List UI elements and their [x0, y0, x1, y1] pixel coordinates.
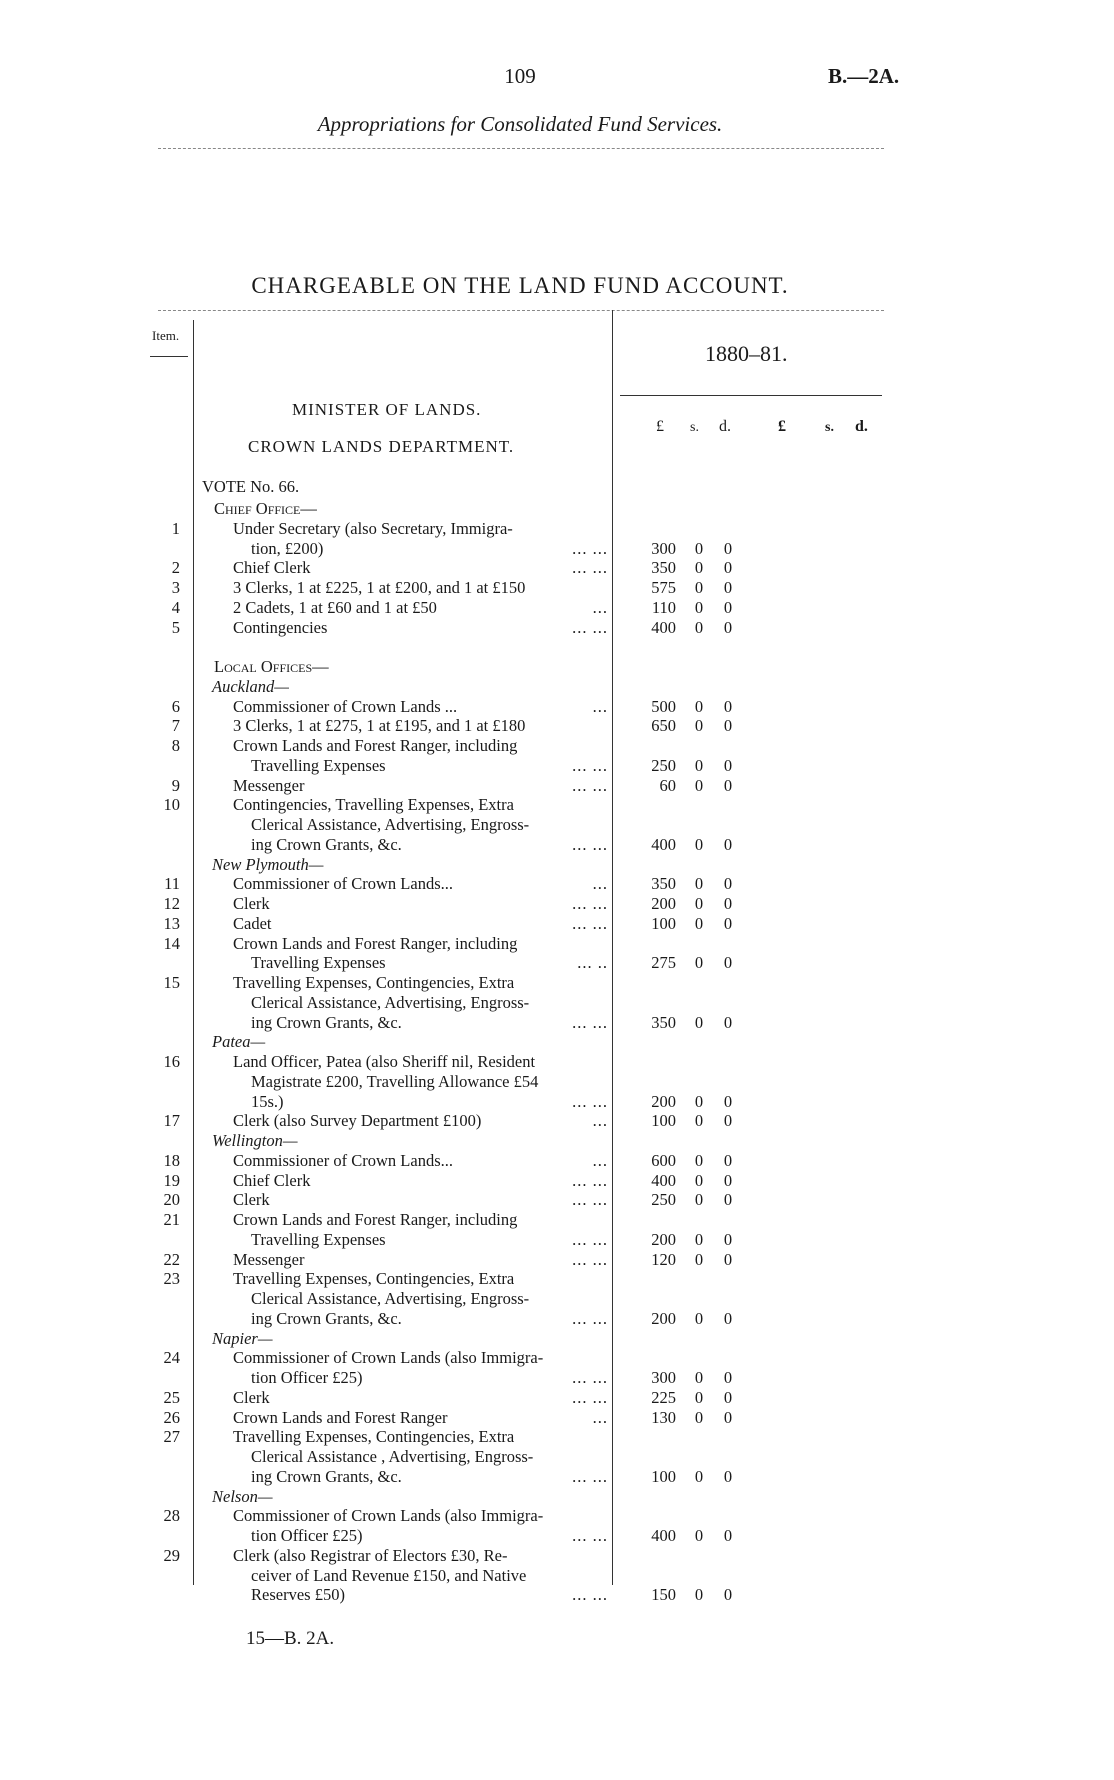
- amount-pence: 0: [723, 578, 733, 597]
- line-item: [0, 736, 1114, 756]
- line-item: [0, 1309, 1114, 1329]
- line-item: [0, 539, 1114, 559]
- leader-dots: ... ...: [572, 1585, 608, 1605]
- line-item: [0, 1111, 1114, 1131]
- item-number: 19: [163, 1170, 180, 1190]
- line-text: 2 Cadets, 1 at £60 and 1 at £50: [233, 597, 437, 617]
- amount-pounds: 400: [651, 1170, 676, 1190]
- running-title: Appropriations for Consolidated Fund Services.: [317, 112, 723, 136]
- amount-shillings: 0: [694, 834, 704, 854]
- amount-shillings: 0: [694, 1585, 704, 1605]
- line-text: 15s.): [251, 1091, 284, 1111]
- leader-dots: ... ...: [572, 1170, 608, 1190]
- line-text: 3 Clerks, 1 at £225, 1 at £200, and 1 at £150: [233, 578, 526, 597]
- leader-dots: ... ...: [572, 1091, 608, 1111]
- amount-pence: 0: [723, 1387, 733, 1407]
- item-number: 22: [163, 1249, 180, 1269]
- amount-pounds: 350: [651, 874, 676, 894]
- shillings-header-total: s.: [825, 420, 834, 435]
- leader-dots: ... ...: [572, 894, 608, 913]
- leader-dots: ...: [592, 597, 608, 617]
- amount-pounds: 200: [651, 1308, 676, 1328]
- line-item: [0, 1171, 1114, 1191]
- amount-shillings: 0: [694, 597, 704, 617]
- line-text: Commissioner of Crown Lands...: [233, 874, 453, 894]
- line-item: [0, 1368, 1114, 1388]
- pence-header-total: d.: [855, 418, 868, 435]
- line-item: [0, 1190, 1114, 1210]
- line-text: Contingencies, Travelling Expenses, Extra: [233, 795, 514, 815]
- amount-shillings: 0: [694, 538, 704, 558]
- line-text: Local Offices—: [214, 657, 329, 676]
- item-number: 15: [163, 973, 180, 992]
- amount-pounds: 150: [651, 1585, 676, 1605]
- amount-shillings: 0: [694, 953, 704, 973]
- line-item: [0, 934, 1114, 954]
- amount-pence: 0: [723, 1368, 733, 1387]
- line-text: Travelling Expenses: [251, 953, 386, 973]
- line-text: Auckland—: [212, 676, 289, 696]
- leader-dots: ... ...: [572, 1308, 608, 1328]
- amount-shillings: 0: [694, 1190, 704, 1210]
- amount-shillings: 0: [694, 1368, 704, 1387]
- line-text: Crown Lands and Forest Ranger, including: [233, 933, 518, 953]
- line-text: Travelling Expenses, Contingencies, Extra: [233, 973, 515, 992]
- line-item: [0, 776, 1114, 796]
- amount-pence: 0: [723, 1466, 733, 1486]
- amount-shillings: 0: [694, 894, 704, 913]
- line-text: Clerk: [233, 894, 270, 913]
- line-text: Crown Lands and Forest Ranger: [233, 1407, 448, 1427]
- line-text: Chief Clerk: [233, 1170, 311, 1190]
- amount-shillings: 0: [694, 874, 704, 894]
- amount-pence: 0: [723, 1407, 733, 1427]
- blank-row: [0, 637, 1114, 657]
- amount-pence: 0: [723, 1229, 733, 1249]
- amount-shillings: 0: [694, 1407, 704, 1427]
- line-item: [0, 1013, 1114, 1033]
- amount-pounds: 200: [651, 1091, 676, 1111]
- leader-dots: ... ..: [577, 953, 608, 973]
- amount-pence: 0: [723, 1111, 733, 1131]
- item-number: 23: [163, 1269, 180, 1289]
- line-item: [0, 815, 1114, 835]
- pounds-header-total: £: [778, 418, 786, 435]
- line-item: [0, 1072, 1114, 1092]
- line-text: Cadet: [233, 913, 272, 933]
- line-item: [0, 1348, 1114, 1368]
- leader-dots: ... ...: [572, 1387, 608, 1407]
- amount-pence: 0: [723, 1585, 733, 1605]
- place-label: [0, 1032, 1114, 1052]
- amount-pence: 0: [723, 1170, 733, 1190]
- amount-pence: 0: [723, 1190, 733, 1210]
- item-number: 3: [171, 578, 180, 597]
- amount-pounds: 200: [651, 1229, 676, 1249]
- line-text: Clerical Assistance , Advertising, Engross-: [251, 1447, 534, 1466]
- line-item: [0, 1269, 1114, 1289]
- year-label: 1880–81.: [705, 341, 788, 366]
- shillings-header: s.: [690, 420, 699, 435]
- amount-shillings: 0: [694, 578, 704, 597]
- amount-pounds: 200: [651, 894, 676, 913]
- line-text: tion, £200): [251, 538, 324, 558]
- amount-pounds: 275: [651, 953, 676, 973]
- line-item: [0, 894, 1114, 914]
- amount-pence: 0: [723, 597, 733, 617]
- leader-dots: ... ...: [572, 1526, 608, 1545]
- line-text: Napier—: [212, 1328, 273, 1348]
- line-text: ing Crown Grants, &c.: [251, 834, 402, 854]
- item-number: 1: [171, 518, 180, 538]
- amount-pounds: 575: [651, 578, 676, 597]
- line-item: [0, 519, 1114, 539]
- line-item: [0, 1546, 1114, 1566]
- amount-shillings: 0: [694, 617, 704, 637]
- line-text: Travelling Expenses: [251, 755, 386, 775]
- line-item: [0, 1526, 1114, 1546]
- line-item: [0, 1210, 1114, 1230]
- line-text: Clerical Assistance, Advertising, Engross-: [251, 992, 530, 1012]
- line-text: Messenger: [233, 775, 305, 795]
- line-item: [0, 1230, 1114, 1250]
- section-label: [0, 499, 1114, 519]
- line-text: New Plymouth—: [212, 854, 324, 874]
- item-number: 13: [163, 913, 180, 933]
- line-text: Commissioner of Crown Lands ...: [233, 696, 458, 716]
- amount-shillings: 0: [694, 1091, 704, 1111]
- leader-dots: ... ...: [572, 775, 608, 795]
- item-number: 25: [163, 1387, 180, 1407]
- line-item: [0, 914, 1114, 934]
- amount-pounds: 400: [651, 1526, 676, 1545]
- leader-dots: ...: [592, 874, 608, 894]
- line-text: Reserves £50): [251, 1585, 345, 1605]
- item-number: 26: [163, 1407, 180, 1427]
- line-text: Commissioner of Crown Lands (also Immigra-: [233, 1506, 544, 1526]
- line-text: Clerk: [233, 1387, 270, 1407]
- amount-pence: 0: [723, 755, 733, 775]
- leader-dots: ... ...: [572, 617, 608, 637]
- amount-pence: 0: [723, 834, 733, 854]
- line-item: [0, 756, 1114, 776]
- amount-shillings: 0: [694, 1111, 704, 1131]
- line-text: Patea—: [212, 1032, 266, 1052]
- line-item: [0, 1408, 1114, 1428]
- section-label: [0, 657, 1114, 677]
- amount-pounds: 110: [651, 597, 676, 617]
- heading-rule: [158, 310, 884, 311]
- amount-pence: 0: [723, 1526, 733, 1545]
- amount-shillings: 0: [694, 1012, 704, 1032]
- amount-pounds: 100: [651, 1111, 676, 1131]
- amount-shillings: 0: [694, 558, 704, 578]
- amount-pence: 0: [723, 696, 733, 716]
- line-text: Under Secretary (also Secretary, Immigra-: [233, 518, 513, 538]
- leader-dots: ...: [592, 1150, 608, 1170]
- item-number: 16: [163, 1052, 180, 1071]
- item-number: 10: [163, 795, 180, 815]
- item-number: 11: [164, 874, 180, 894]
- leader-dots: ...: [592, 1407, 608, 1427]
- line-text: Crown Lands and Forest Ranger, including: [233, 736, 518, 755]
- line-text: ing Crown Grants, &c.: [251, 1466, 402, 1486]
- year-header-rule: [620, 395, 882, 396]
- item-number: 12: [163, 894, 180, 913]
- place-label: [0, 677, 1114, 697]
- line-text: Travelling Expenses, Contingencies, Extra: [233, 1427, 515, 1447]
- line-text: Clerk (also Registrar of Electors £30, Re-: [233, 1545, 508, 1565]
- amount-pounds: 250: [651, 755, 676, 775]
- leader-dots: ... ...: [572, 1012, 608, 1032]
- line-text: tion Officer £25): [251, 1368, 363, 1387]
- place-label: [0, 1131, 1114, 1151]
- line-text: 3 Clerks, 1 at £275, 1 at £195, and 1 at £180: [233, 716, 526, 736]
- amount-pounds: 100: [651, 913, 676, 933]
- leader-dots: ... ...: [572, 1229, 608, 1249]
- line-item: [0, 1447, 1114, 1467]
- line-text: Clerical Assistance, Advertising, Engross-: [251, 815, 530, 834]
- line-item: [0, 1506, 1114, 1526]
- item-number: 20: [163, 1190, 180, 1210]
- line-text: ing Crown Grants, &c.: [251, 1308, 402, 1328]
- line-text: Clerical Assistance, Advertising, Engross-: [251, 1289, 530, 1308]
- leader-dots: ...: [592, 696, 608, 716]
- line-text: Travelling Expenses: [251, 1229, 386, 1249]
- leader-dots: ... ...: [572, 1249, 608, 1269]
- item-number: 6: [171, 696, 180, 716]
- line-item: [0, 1250, 1114, 1270]
- amount-pounds: 300: [651, 538, 676, 558]
- item-number: 21: [163, 1210, 180, 1229]
- line-text: Clerk (also Survey Department £100): [233, 1111, 482, 1131]
- leader-dots: ... ...: [572, 755, 608, 775]
- line-text: tion Officer £25): [251, 1526, 363, 1545]
- line-text: Crown Lands and Forest Ranger, including: [233, 1210, 518, 1229]
- line-item: [0, 1566, 1114, 1586]
- ministry-title: MINISTER OF LANDS.: [292, 400, 482, 419]
- amount-pounds: 650: [651, 716, 676, 736]
- place-label: [0, 1329, 1114, 1349]
- footer-signature: 15—B. 2A.: [246, 1628, 335, 1649]
- line-text: Wellington—: [212, 1131, 298, 1150]
- line-item: [0, 716, 1114, 736]
- line-text: Magistrate £200, Travelling Allowance £54: [251, 1071, 539, 1091]
- line-text: Chief Clerk: [233, 558, 311, 578]
- amount-pounds: 100: [651, 1466, 676, 1486]
- line-text: Chief Office—: [214, 499, 317, 518]
- amount-shillings: 0: [694, 755, 704, 775]
- line-item: [0, 1467, 1114, 1487]
- amount-pounds: 350: [651, 558, 676, 578]
- leader-dots: ...: [592, 1111, 608, 1131]
- line-item: [0, 973, 1114, 993]
- item-header-rule: [150, 356, 188, 357]
- amount-shillings: 0: [694, 716, 704, 736]
- line-text: Clerk: [233, 1190, 270, 1210]
- amount-pence: 0: [723, 913, 733, 933]
- leader-dots: ... ...: [572, 1190, 608, 1210]
- leader-dots: ... ...: [572, 1368, 608, 1387]
- amount-pounds: 250: [651, 1190, 676, 1210]
- item-column-header: Item.: [152, 328, 180, 343]
- line-item: [0, 618, 1114, 638]
- line-item: [0, 578, 1114, 598]
- amount-shillings: 0: [694, 913, 704, 933]
- amount-pounds: 600: [651, 1150, 676, 1170]
- amount-shillings: 0: [694, 1466, 704, 1486]
- section-heading: CHARGEABLE ON THE LAND FUND ACCOUNT.: [251, 273, 789, 298]
- amount-pence: 0: [723, 874, 733, 894]
- line-item: [0, 1052, 1114, 1072]
- item-number: 29: [163, 1545, 180, 1565]
- line-item: [0, 1092, 1114, 1112]
- item-number: 14: [163, 933, 180, 953]
- amount-pence: 0: [723, 558, 733, 578]
- line-text: Commissioner of Crown Lands (also Immigra-: [233, 1348, 544, 1368]
- line-text: Commissioner of Crown Lands...: [233, 1150, 453, 1170]
- amount-pence: 0: [723, 538, 733, 558]
- header-rule: [158, 148, 884, 149]
- item-number: 7: [171, 716, 180, 736]
- line-text: Travelling Expenses, Contingencies, Extra: [233, 1269, 515, 1289]
- amount-pence: 0: [723, 716, 733, 736]
- amount-pounds: 350: [651, 1012, 676, 1032]
- amount-pence: 0: [723, 953, 733, 973]
- amount-shillings: 0: [694, 1229, 704, 1249]
- amount-pence: 0: [723, 617, 733, 637]
- line-item: [0, 1585, 1114, 1605]
- line-item: [0, 874, 1114, 894]
- item-number: 8: [171, 736, 180, 755]
- place-label: [0, 855, 1114, 875]
- item-number: 24: [163, 1348, 180, 1368]
- amount-shillings: 0: [694, 1387, 704, 1407]
- amount-shillings: 0: [694, 775, 704, 795]
- department-title: CROWN LANDS DEPARTMENT.: [248, 437, 515, 456]
- line-item: [0, 598, 1114, 618]
- line-text: Land Officer, Patea (also Sheriff nil, Resident: [233, 1052, 536, 1071]
- amount-pence: 0: [723, 894, 733, 913]
- line-item: [0, 993, 1114, 1013]
- pounds-header: £: [656, 418, 664, 435]
- line-text: ing Crown Grants, &c.: [251, 1012, 402, 1032]
- amount-pence: 0: [723, 1150, 733, 1170]
- item-number: 9: [171, 775, 180, 795]
- leader-dots: ... ...: [572, 834, 608, 854]
- amount-shillings: 0: [694, 1150, 704, 1170]
- place-label: [0, 1487, 1114, 1507]
- amount-pence: 0: [723, 1091, 733, 1111]
- amount-pounds: 130: [651, 1407, 676, 1427]
- item-number: 27: [163, 1427, 180, 1447]
- line-item: [0, 1151, 1114, 1171]
- amount-shillings: 0: [694, 1526, 704, 1545]
- amount-shillings: 0: [694, 1249, 704, 1269]
- amount-pence: 0: [723, 1308, 733, 1328]
- line-item: [0, 697, 1114, 717]
- leader-dots: ... ...: [572, 558, 608, 578]
- amount-pounds: 120: [651, 1249, 676, 1269]
- amount-pounds: 500: [651, 696, 676, 716]
- vote-number: VOTE No. 66.: [202, 477, 300, 496]
- item-number: 4: [171, 597, 180, 617]
- pence-header: d.: [719, 418, 731, 435]
- item-number: 5: [171, 617, 180, 637]
- amount-pounds: 400: [651, 617, 676, 637]
- item-number: 18: [163, 1150, 180, 1170]
- amount-pence: 0: [723, 1012, 733, 1032]
- item-number: 17: [163, 1111, 180, 1131]
- line-item: [0, 1388, 1114, 1408]
- line-item: [0, 1427, 1114, 1447]
- leader-dots: ... ...: [572, 1466, 608, 1486]
- line-text: ceiver of Land Revenue £150, and Native: [251, 1565, 527, 1585]
- leader-dots: ... ...: [572, 913, 608, 933]
- amount-shillings: 0: [694, 696, 704, 716]
- amount-pounds: 60: [659, 775, 676, 795]
- item-number: 28: [163, 1506, 180, 1526]
- line-item: [0, 558, 1114, 578]
- amount-pounds: 225: [651, 1387, 676, 1407]
- line-item: [0, 1289, 1114, 1309]
- page-reference: B.—2A.: [828, 64, 900, 88]
- page-number: 109: [504, 64, 536, 88]
- amount-shillings: 0: [694, 1308, 704, 1328]
- amount-pence: 0: [723, 1249, 733, 1269]
- item-number: 2: [171, 558, 180, 578]
- line-text: Nelson—: [212, 1486, 273, 1506]
- amount-pounds: 400: [651, 834, 676, 854]
- amount-shillings: 0: [694, 1170, 704, 1190]
- line-text: Messenger: [233, 1249, 305, 1269]
- line-text: Contingencies: [233, 617, 328, 637]
- amount-pounds: 300: [651, 1368, 676, 1387]
- amount-pence: 0: [723, 775, 733, 795]
- line-item: [0, 835, 1114, 855]
- line-item: [0, 953, 1114, 973]
- leader-dots: ... ...: [572, 538, 608, 558]
- line-item: [0, 795, 1114, 815]
